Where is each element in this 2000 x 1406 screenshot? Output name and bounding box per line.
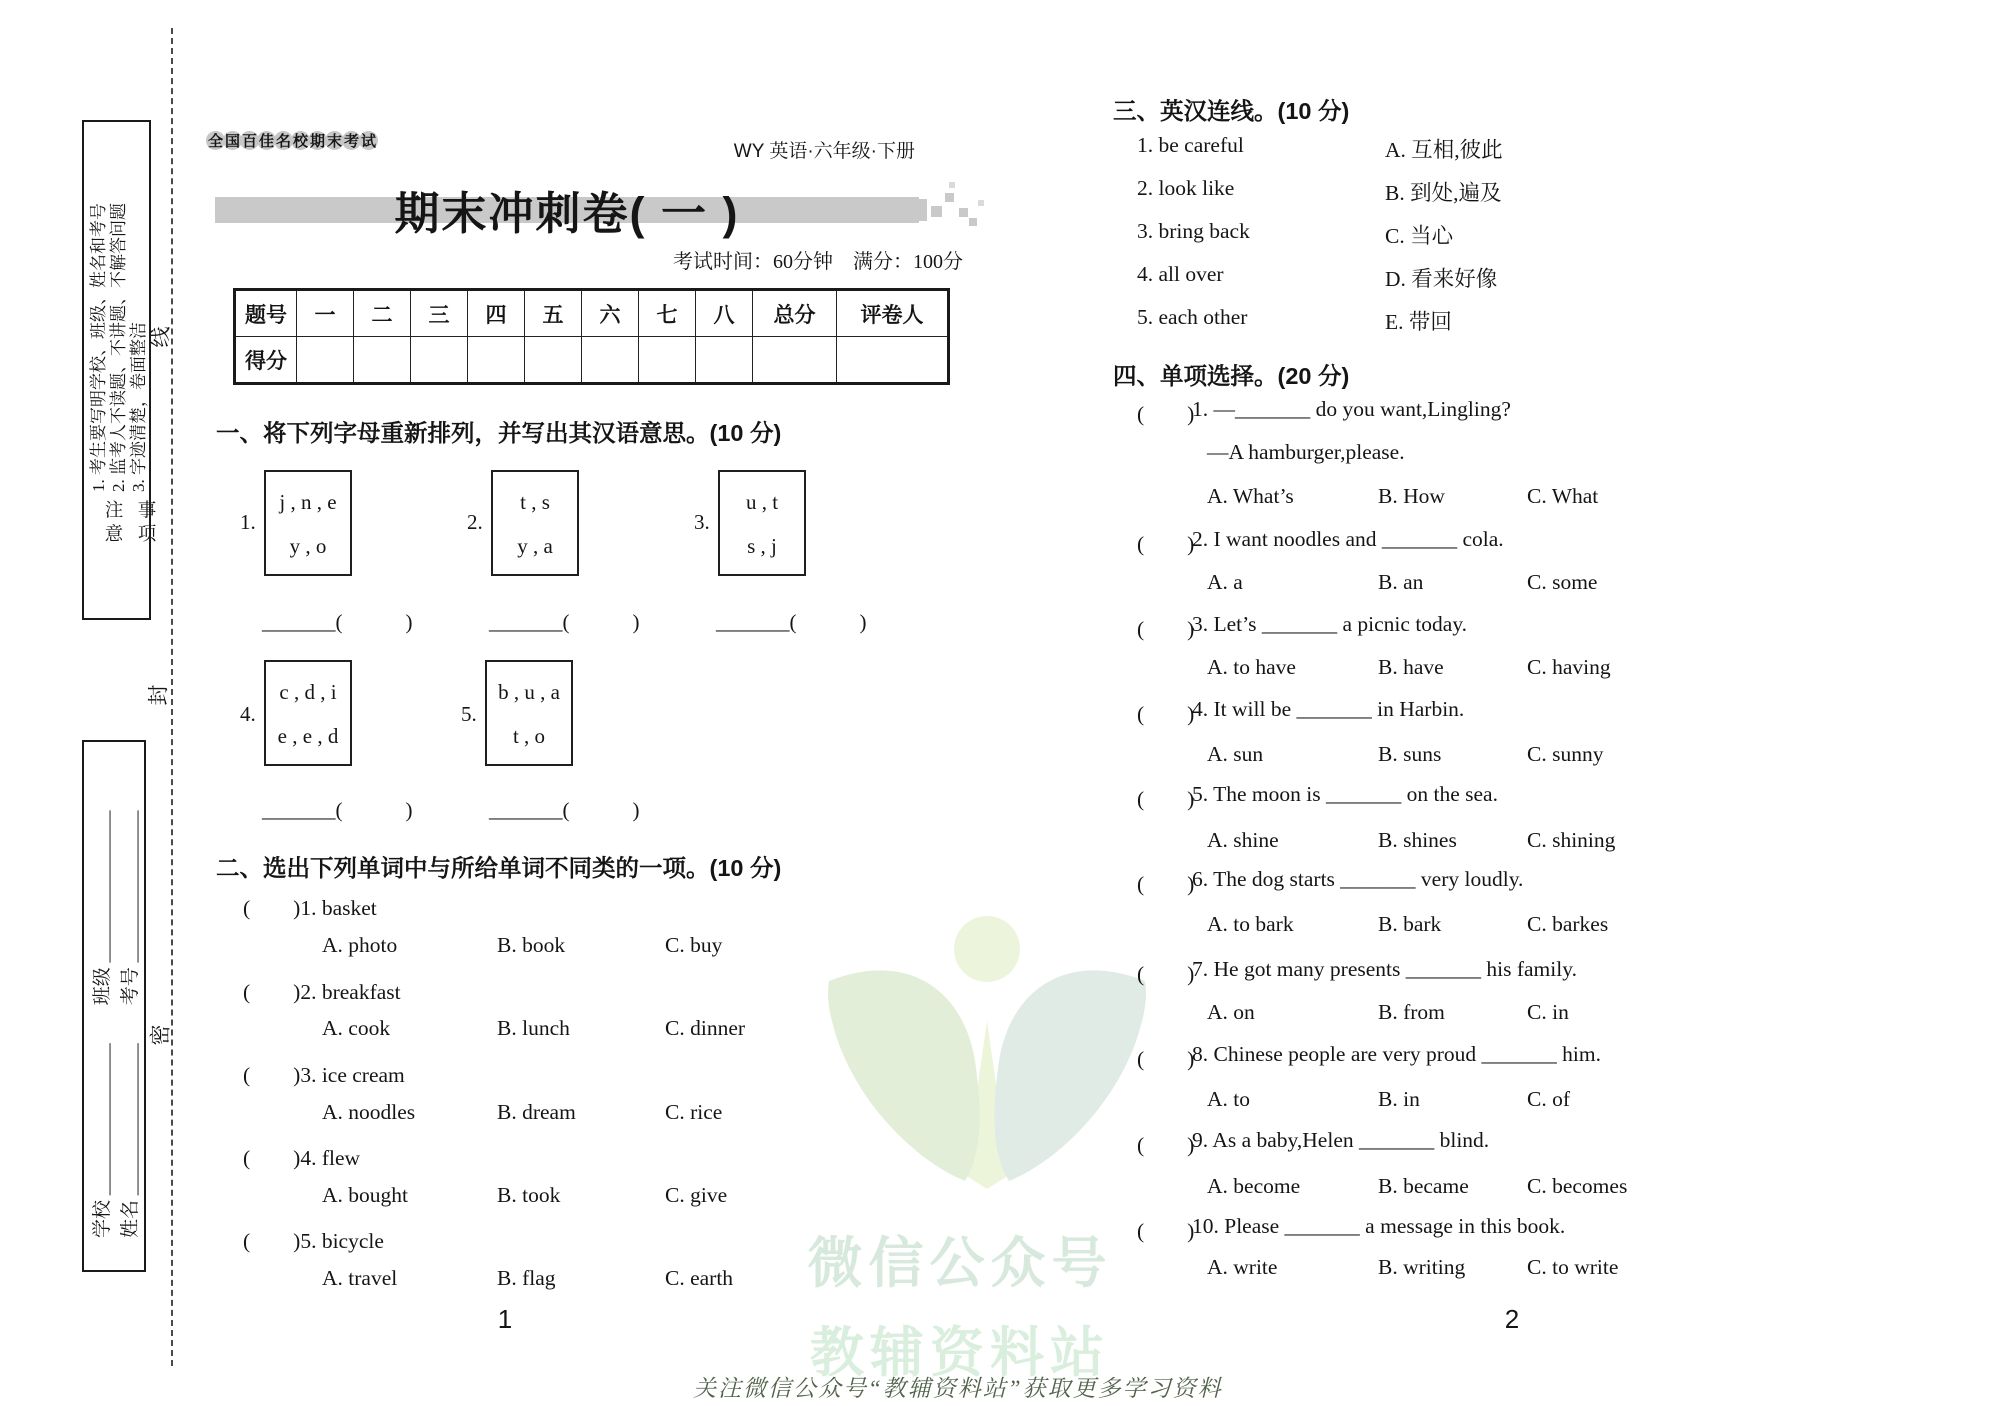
s4-options-9 — [0, 1174, 2000, 1204]
answer-paren: ( ) — [1137, 1219, 1195, 1243]
edition-label: WY 英语·六年级·下册 — [733, 141, 915, 162]
pixel-decoration — [945, 193, 954, 202]
option-c: C. give — [665, 1183, 728, 1207]
score-cell — [525, 337, 582, 384]
s1-answer-blank: _______( ) — [489, 610, 640, 634]
s4-question-1-extra — [0, 440, 2000, 470]
question-text: 10. Please _______ a message in this book. — [1192, 1214, 1566, 1238]
letters-line2: y , o — [289, 534, 327, 558]
section4-heading: 四、单项选择。(20 分) — [1113, 363, 1350, 389]
notice-item-3: 3. 字迹清楚，卷面整洁 — [129, 322, 148, 492]
s1-item-num: 2. — [467, 510, 483, 534]
question-text: 1. —_______ do you want,Lingling? — [1192, 397, 1511, 421]
s4-question-7 — [0, 957, 2000, 987]
score-col: 七 — [639, 290, 696, 337]
option-a: A. cook — [322, 1016, 391, 1040]
seal-char-xian: 线 — [148, 326, 173, 348]
option-b: B. flag — [497, 1266, 556, 1290]
badge-char: 末 — [325, 131, 344, 150]
score-cell — [696, 337, 753, 384]
match-en: 2. look like — [1137, 176, 1235, 200]
option-c: C. buy — [665, 933, 723, 957]
option-b: B. shines — [1378, 828, 1457, 852]
option-b: B. lunch — [497, 1016, 570, 1040]
question-text: 3. Let’s _______ a picnic today. — [1192, 612, 1468, 636]
s4-options-6 — [0, 912, 2000, 942]
score-col: 二 — [354, 290, 411, 337]
option-c: C. earth — [665, 1266, 734, 1290]
s4-options-5 — [0, 828, 2000, 858]
option-c: C. becomes — [1527, 1174, 1628, 1198]
badge-char: 佳 — [257, 131, 276, 150]
seal-char-feng: 封 — [146, 684, 171, 706]
notice-item-2: 2. 监考人不读题、不讲题、不解答问题 — [109, 203, 128, 492]
s1-answer-blank: _______( ) — [262, 610, 413, 634]
answer-paren: ( ) — [1137, 402, 1195, 426]
badge-char: 百 — [240, 131, 259, 150]
option-a: A. become — [1207, 1174, 1301, 1198]
option-a: A. to bark — [1207, 912, 1294, 936]
page-number-1: 1 — [497, 1304, 513, 1334]
question-word: 1. basket — [300, 896, 377, 920]
option-c: C. having — [1527, 655, 1611, 679]
option-b: B. How — [1378, 484, 1445, 508]
option-a: A. write — [1207, 1255, 1278, 1279]
question-text: 2. I want noodles and _______ cola. — [1192, 527, 1504, 551]
answer-paren: ( ) — [243, 896, 301, 920]
question-extra-line: —A hamburger,please. — [1207, 440, 1405, 464]
s4-question-3 — [0, 612, 2000, 642]
score-cell — [297, 337, 354, 384]
option-b: B. dream — [497, 1100, 576, 1124]
letters-line2: t , o — [512, 724, 546, 748]
s4-options-3 — [0, 655, 2000, 685]
score-col: 三 — [411, 290, 468, 337]
s4-question-4 — [0, 697, 2000, 727]
student-field-line1: 学校 ________________ 班级 ________________ — [92, 810, 113, 1238]
section3-heading: 三、英汉连线。(10 分) — [1113, 98, 1350, 124]
answer-paren: ( ) — [1137, 962, 1195, 986]
score-col: 一 — [297, 290, 354, 337]
option-b: B. book — [497, 933, 566, 957]
s4-question-2 — [0, 527, 2000, 557]
option-c: C. in — [1527, 1000, 1569, 1024]
score-table-score-row — [235, 337, 949, 384]
answer-paren: ( ) — [243, 1063, 301, 1087]
score-cell — [354, 337, 411, 384]
option-b: B. writing — [1378, 1255, 1466, 1279]
option-b: B. took — [497, 1183, 561, 1207]
option-c: C. What — [1527, 484, 1599, 508]
option-a: A. bought — [322, 1183, 408, 1207]
score-label: 得分 — [235, 337, 297, 384]
option-c: C. rice — [665, 1100, 723, 1124]
letters-line1: u , t — [745, 490, 779, 514]
notice-items — [89, 132, 149, 492]
s4-question-8 — [0, 1042, 2000, 1072]
student-field-line2: 姓名 ________________ 考号 ________________ — [120, 810, 141, 1238]
option-c: C. dinner — [665, 1016, 746, 1040]
answer-paren: ( ) — [1137, 617, 1195, 641]
option-b: B. in — [1378, 1087, 1420, 1111]
option-c: C. sunny — [1527, 742, 1604, 766]
option-c: C. to write — [1527, 1255, 1619, 1279]
score-col: 评卷人 — [837, 290, 949, 337]
pixel-decoration — [978, 200, 984, 206]
question-text: 9. As a baby,Helen _______ blind. — [1192, 1128, 1490, 1152]
option-c: C. of — [1527, 1087, 1570, 1111]
badge-char: 考 — [342, 131, 361, 150]
s4-options-1 — [0, 484, 2000, 514]
option-a: A. photo — [322, 933, 398, 957]
option-a: A. to have — [1207, 655, 1296, 679]
score-table — [233, 288, 950, 385]
question-text: 5. The moon is _______ on the sea. — [1192, 782, 1498, 806]
match-en: 3. bring back — [1137, 219, 1250, 243]
answer-paren: ( ) — [243, 1146, 301, 1170]
pixel-decoration — [919, 199, 927, 221]
s1-item-num: 4. — [240, 702, 256, 726]
s4-options-10 — [0, 1255, 2000, 1285]
s1-answer-blank: _______( ) — [716, 610, 867, 634]
pixel-decoration — [949, 182, 955, 188]
score-col: 总分 — [753, 290, 837, 337]
option-a: A. on — [1207, 1000, 1255, 1024]
question-text: 8. Chinese people are very proud _______ him. — [1192, 1042, 1602, 1066]
s4-options-2 — [0, 570, 2000, 600]
option-c: C. shining — [1527, 828, 1616, 852]
s4-options-8 — [0, 1087, 2000, 1117]
option-a: A. What’s — [1207, 484, 1294, 508]
footer-promo-text: 关注微信公众号“教辅资料站”获取更多学习资料 — [693, 1376, 1223, 1401]
question-word: 3. ice cream — [300, 1063, 405, 1087]
score-col: 六 — [582, 290, 639, 337]
score-table-corner: 题号 — [235, 290, 297, 337]
letters-line1: c , d , i — [279, 680, 337, 704]
question-text: 4. It will be _______ in Harbin. — [1192, 697, 1465, 721]
s1-item-num: 5. — [461, 702, 477, 726]
s4-options-4 — [0, 742, 2000, 772]
match-en: 5. each other — [1137, 305, 1248, 329]
pixel-decoration — [969, 218, 977, 226]
score-cell — [411, 337, 468, 384]
option-b: B. from — [1378, 1000, 1445, 1024]
school-exam-badge — [208, 131, 378, 150]
match-en: 1. be careful — [1137, 133, 1244, 157]
badge-char: 国 — [223, 131, 242, 150]
match-en: 4. all over — [1137, 262, 1224, 286]
score-col: 四 — [468, 290, 525, 337]
pixel-decoration — [931, 206, 942, 217]
option-b: B. bark — [1378, 912, 1442, 936]
match-cn: B. 到处,遍及 — [1385, 181, 1502, 205]
match-cn: E. 带回 — [1385, 310, 1452, 334]
option-a: A. a — [1207, 570, 1243, 594]
match-cn: A. 互相,彼此 — [1385, 138, 1503, 162]
question-text: 7. He got many presents _______ his family. — [1192, 957, 1577, 981]
exam-info: 考试时间：60分钟 满分：100分 — [673, 251, 963, 273]
badge-char: 全 — [206, 131, 225, 150]
s1-answer-blank: _______( ) — [262, 798, 413, 822]
letters-line1: b , u , a — [498, 680, 560, 704]
s4-question-1 — [0, 397, 2000, 427]
page-number-2: 2 — [1504, 1304, 1520, 1334]
section2-heading: 二、选出下列单词中与所给单词不同类的一项。(10 分) — [216, 855, 782, 881]
question-word: 4. flew — [300, 1146, 361, 1170]
score-cell — [582, 337, 639, 384]
letters-line1: t , s — [520, 490, 550, 514]
s4-question-5 — [0, 782, 2000, 812]
option-a: A. to — [1207, 1087, 1250, 1111]
s1-item-num: 1. — [240, 510, 256, 534]
answer-paren: ( ) — [1137, 872, 1195, 896]
answer-paren: ( ) — [1137, 702, 1195, 726]
s4-question-6 — [0, 867, 2000, 897]
seal-char-mi: 密 — [148, 1024, 173, 1046]
badge-char: 校 — [291, 131, 310, 150]
letters-line2: y , a — [517, 534, 553, 558]
s1-item-num: 3. — [694, 510, 710, 534]
score-table-header-row — [235, 290, 949, 337]
section1-heading: 一、将下列字母重新排列，并写出其汉语意思。(10 分) — [216, 420, 782, 446]
answer-paren: ( ) — [1137, 532, 1195, 556]
option-a: A. sun — [1207, 742, 1264, 766]
notice-item-1: 1. 考生要写明学校、班级、姓名和考号 — [89, 203, 108, 492]
option-b: B. have — [1378, 655, 1444, 679]
s4-options-7 — [0, 1000, 2000, 1030]
answer-paren: ( ) — [1137, 1133, 1195, 1157]
score-col: 八 — [696, 290, 753, 337]
watermark-line2: 教辅资料站 — [810, 1323, 1110, 1383]
paper-title: 期末冲刺卷( 一 ) — [394, 188, 740, 239]
pixel-decoration — [959, 208, 968, 217]
badge-char: 名 — [274, 131, 293, 150]
match-cn: D. 看来好像 — [1385, 267, 1498, 291]
answer-paren: ( ) — [1137, 1047, 1195, 1071]
option-a: A. shine — [1207, 828, 1279, 852]
question-word: 2. breakfast — [300, 980, 401, 1004]
option-a: A. noodles — [322, 1100, 416, 1124]
s4-question-9 — [0, 1128, 2000, 1158]
score-cell — [837, 337, 949, 384]
answer-paren: ( ) — [243, 1229, 301, 1253]
letters-line2: e , e , d — [277, 724, 339, 748]
s1-answer-blank: _______( ) — [489, 798, 640, 822]
option-a: A. travel — [322, 1266, 398, 1290]
option-c: C. some — [1527, 570, 1598, 594]
watermark-line1: 微信公众号 — [807, 1232, 1113, 1294]
score-col: 五 — [525, 290, 582, 337]
option-c: C. barkes — [1527, 912, 1609, 936]
match-cn: C. 当心 — [1385, 224, 1454, 248]
badge-char: 试 — [359, 131, 378, 150]
question-word: 5. bicycle — [300, 1229, 384, 1253]
question-text: 6. The dog starts _______ very loudly. — [1192, 867, 1524, 891]
letters-line2: s , j — [747, 534, 777, 558]
score-cell — [468, 337, 525, 384]
letters-line1: j , n , e — [279, 490, 337, 514]
option-b: B. suns — [1378, 742, 1442, 766]
notice-label-col2: 事项 — [135, 500, 155, 547]
answer-paren: ( ) — [243, 980, 301, 1004]
notice-label-col1: 注意 — [102, 500, 122, 547]
badge-char: 期 — [308, 131, 327, 150]
s4-question-10 — [0, 1214, 2000, 1244]
answer-paren: ( ) — [1137, 787, 1195, 811]
option-b: B. became — [1378, 1174, 1469, 1198]
score-cell — [639, 337, 696, 384]
score-cell — [753, 337, 837, 384]
option-b: B. an — [1378, 570, 1424, 594]
